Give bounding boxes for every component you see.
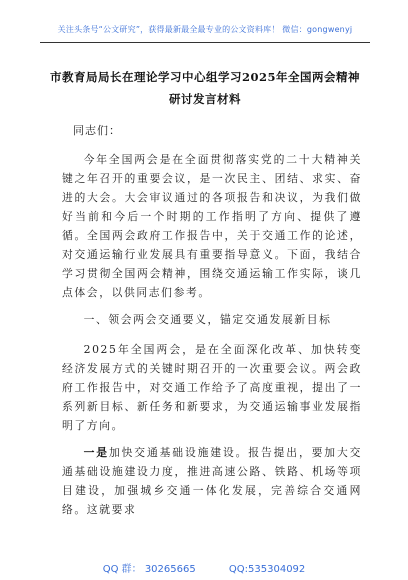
title-line-1: 市教育局局长在理论学习中心组学习2025年全国两会精神 xyxy=(49,70,360,84)
document-title xyxy=(40,66,370,110)
title-line-2: 研讨发言材料 xyxy=(169,92,241,106)
section-heading-1: 一、领会两会交通要义，锚定交通发展新目标 xyxy=(83,313,332,326)
point-text: 加快交通基础设施建设。报告提出，要加大交通基础设施建设力度，推进高速公路、铁路、机场等项目建设，加强城乡交通一体化发展，完善综合交通网络。这就要求 xyxy=(62,446,363,516)
paragraph-point-1 xyxy=(62,443,362,519)
footer-qq-number: QQ:535304092 xyxy=(228,564,306,575)
header-banner: 关注头条号“公文研究”，获得最新最全最专业的公文资料库！ 微信：gongwenyj xyxy=(57,25,353,34)
paragraph-section-1: 2025年全国两会，是在全面深化改革、加快转变经济发展方式的关键时期召开的一次重要会议。两会政府工作报告中，对交通工作给予了高度重视，提出了一系列新目标、新任务和新要求，为交通运输事业发展指明了方向。 xyxy=(62,343,362,432)
paragraph-intro: 今年全国两会是在全面贯彻落实党的二十大精神关键之年召开的重要会议，是一次民主、团结、求实、奋进的大会。大会审议通过的各项报告和决议，为我们做好当前和今后一个时期的工作指明了方向、提供了遵循。全国两会政府工作报告中，关于交通工作的论述，对交通运输行业发展具有重要指导意义。下面，我结合学习贯彻全国两会精神，围绕交通运输工作实际，谈几点体会，以供同志们参考。 xyxy=(62,153,362,299)
header-divider xyxy=(40,42,370,43)
document-body xyxy=(62,150,362,527)
point-lead: 一是 xyxy=(83,446,109,459)
footer-contact xyxy=(0,560,408,575)
footer-qq-group: QQ 群： 30265665 xyxy=(102,564,196,575)
salutation: 同志们： xyxy=(73,124,121,137)
